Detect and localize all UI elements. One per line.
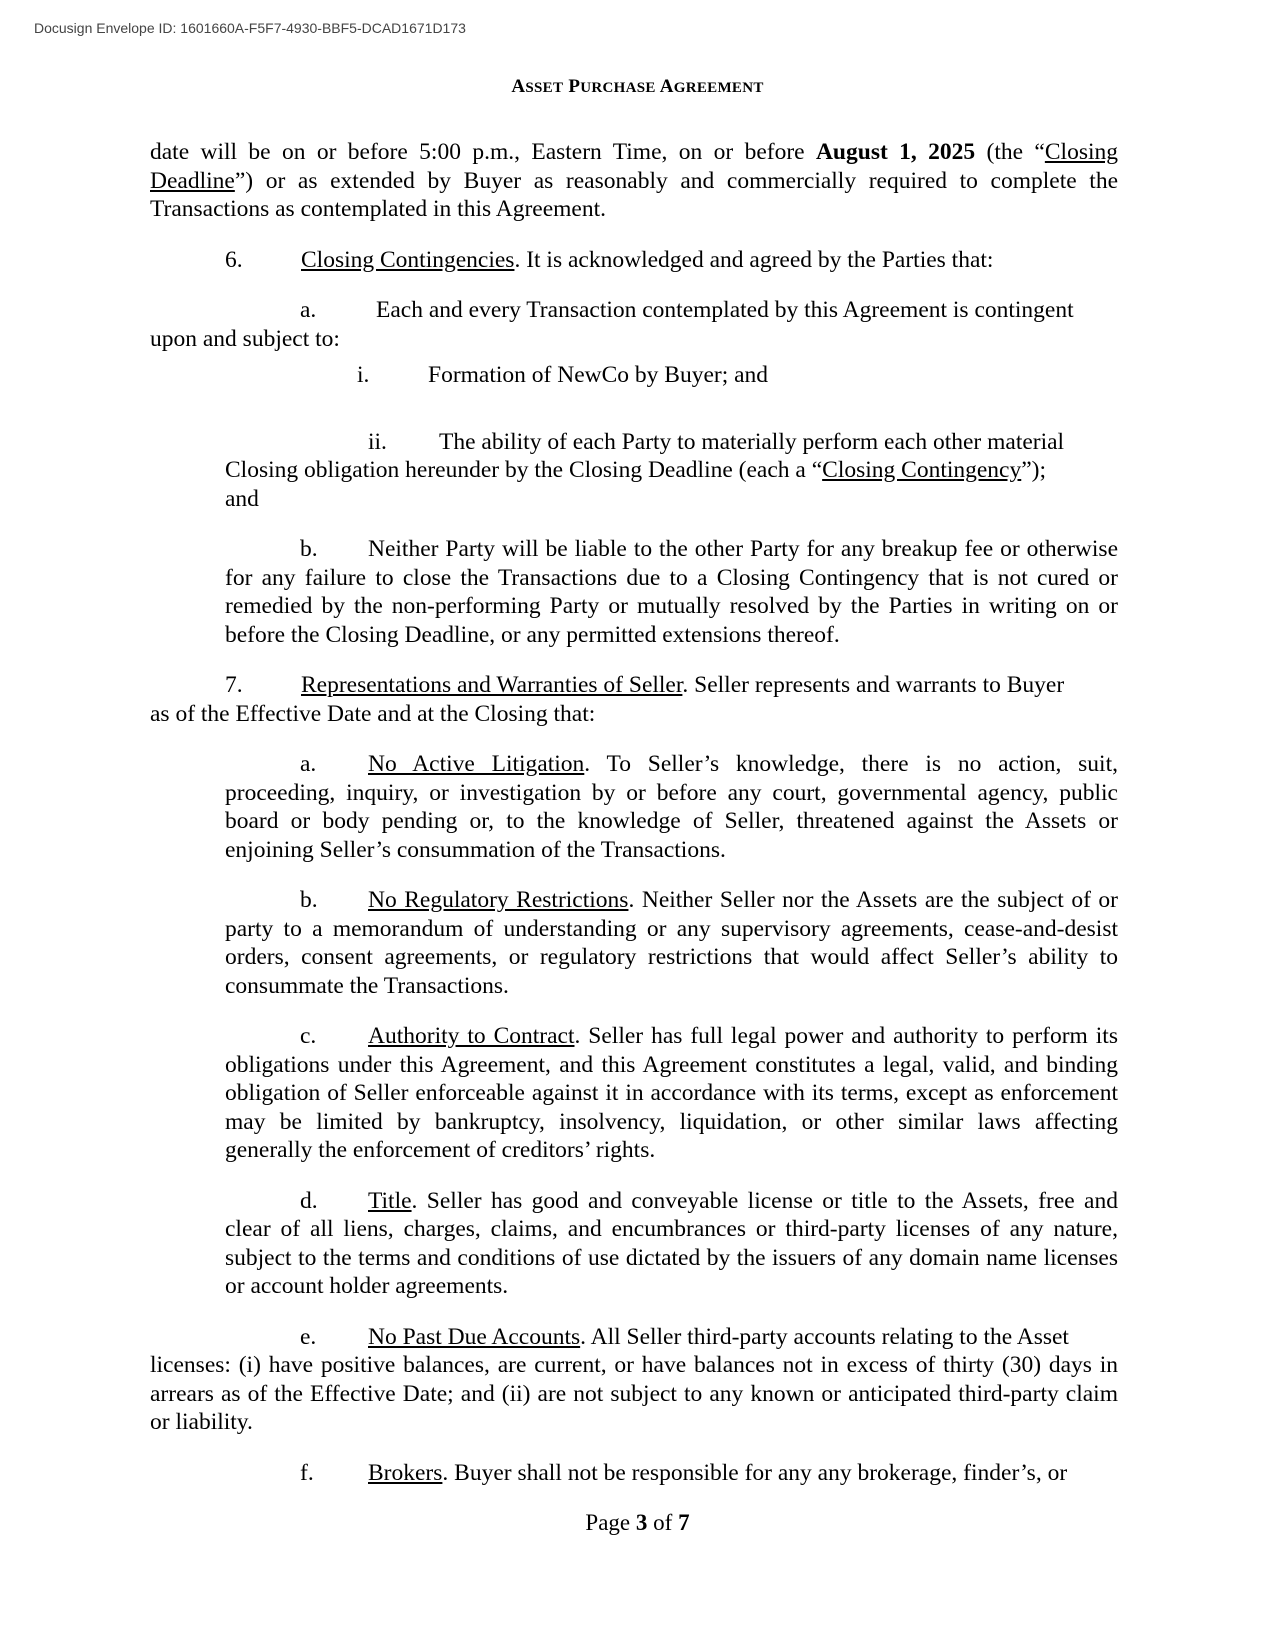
document-body: [150, 138, 1118, 1487]
page-title: ASSET PURCHASE AGREEMENT: [511, 76, 764, 97]
section-6a-ii: ii. The ability of each Party to materially perform each other material Closing obligation hereunder by the Closing Deadline (each a “Closing Contingency”); and: [225, 428, 1065, 512]
section-7b: b. No Regulatory Restrictions. Neither Seller nor the Assets are the subject of or party to a memorandum of understanding or any supervisory agreements, cease-and-desist orders, consent agreements, or regulatory restrictions that would affect Seller’s ability to consummate the Transactions.: [225, 887, 1118, 999]
section-7d: d. Title. Seller has good and conveyable license or title to the Assets, free and clear of all liens, charges, claims, and encumbrances or third-party licenses of any nature, subject to the terms and conditions of use dictated by the issuers of any domain name licenses or account holder agreements.: [225, 1187, 1118, 1299]
section-6b: b. Neither Party will be liable to the other Party for any breakup fee or otherwise for any failure to close the Transactions due to a Closing Contingency that is not cured or remedied by the non-performing Party or mutually resolved by the Parties in writing on or before the Closing Deadline, or any permitted extensions thereof.: [225, 536, 1118, 648]
section-7c: c. Authority to Contract. Seller has full legal power and authority to perform its obligations under this Agreement, and this Agreement constitutes a legal, valid, and binding obligation of Seller enforceable against it in accordance with its terms, except as enforcement may be limited by bankruptcy, insolvency, liquidation, or other similar laws affecting generally the enforcement of creditors’ rights.: [225, 1023, 1118, 1163]
section-7: 7. Representations and Warranties of Seller. Seller represents and warrants to Buyer as of the Effective Date and at the Closing that:: [150, 672, 1065, 727]
section-7a: a. No Active Litigation. To Seller’s knowledge, there is no action, suit, proceeding, inquiry, or investigation by or before any court, governmental agency, public board or body pending or, to the knowledge of Seller, threatened against the Assets or enjoining Seller’s consummation of the Transactions.: [225, 751, 1118, 863]
section-7e: e. No Past Due Accounts. All Seller third-party accounts relating to the Asset licenses: (i) have positive balances, are current, or have balances not in excess of thirty (30) days in arrears as of the Effective Date; and (ii) are not subject to any known or anticipated third-party claim or liability.: [150, 1323, 1118, 1435]
section-6a: a. Each and every Transaction contemplated by this Agreement is contingent upon and subject to:: [150, 297, 1074, 352]
page-footer: Page 3 of 7: [585, 1510, 690, 1535]
envelope-id: Docusign Envelope ID: 1601660A-F5F7-4930-BBF5-DCAD1671D173: [34, 20, 466, 36]
section-6a-i: i. Formation of NewCo by Buyer; and: [357, 362, 769, 388]
section-6: 6. Closing Contingencies. It is acknowledged and agreed by the Parties that:: [225, 246, 994, 273]
intro-paragraph: date will be on or before 5:00 p.m., Eastern Time, on or before August 1, 2025 (the “Closing Deadline”) or as extended by Buyer as reasonably and commercially required to complete the Transactions as contemplated in this Agreement.: [150, 139, 1118, 222]
section-7f: f. Brokers. Buyer shall not be responsible for any any brokerage, finder’s, or: [300, 1459, 1068, 1486]
